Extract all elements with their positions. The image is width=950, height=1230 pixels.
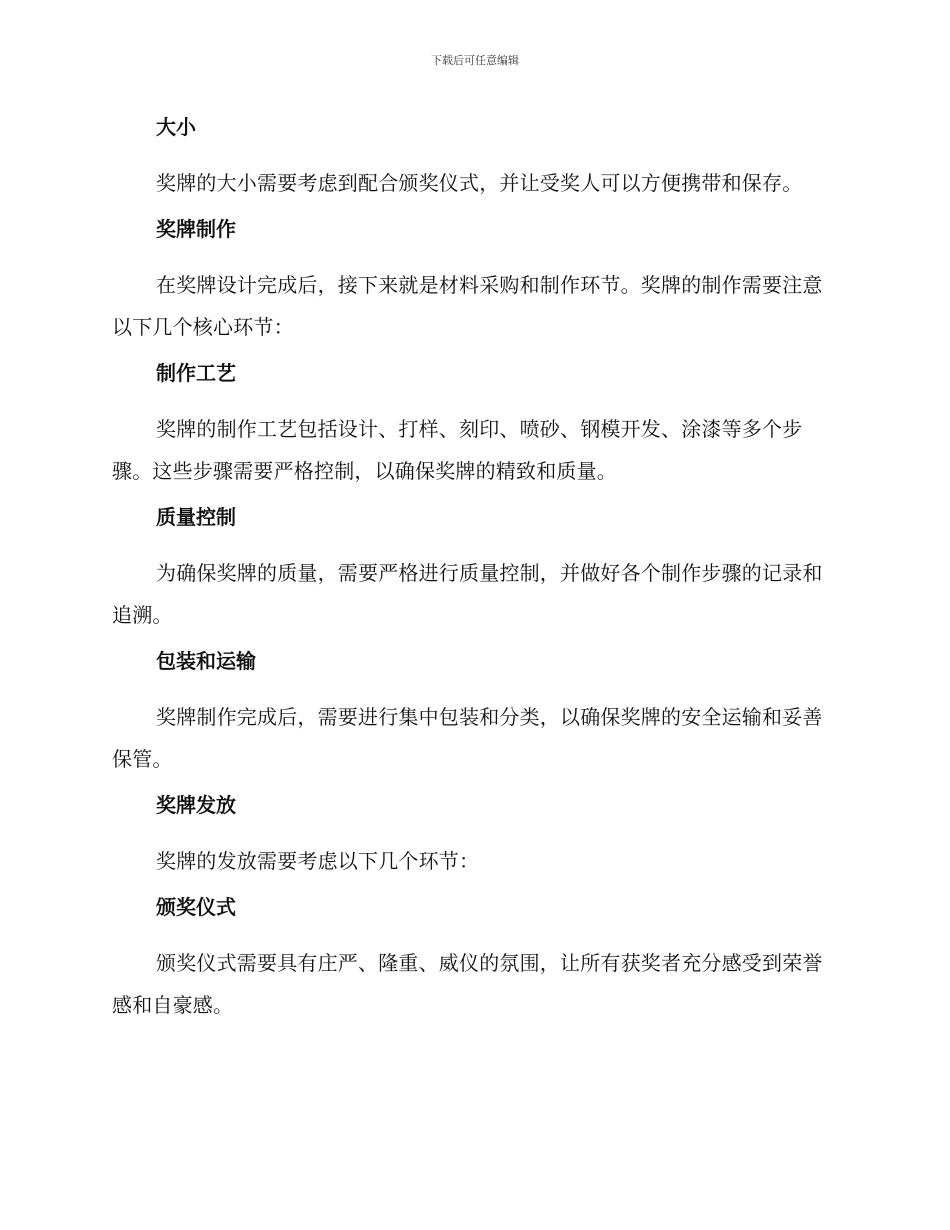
section-paragraph: 在奖牌设计完成后，接下来就是材料采购和制作环节。奖牌的制作需要注意以下几个核心环节：	[112, 273, 823, 339]
section-paragraph: 奖牌制作完成后，需要进行集中包装和分类，以确保奖牌的安全运输和妥善保管。	[112, 705, 823, 771]
section-heading: 奖牌发放	[156, 793, 236, 817]
section-heading: 质量控制	[156, 505, 236, 529]
section-heading: 奖牌制作	[156, 217, 236, 241]
page-header-note: 下载后可任意编辑	[431, 54, 519, 67]
section-paragraph: 为确保奖牌的质量，需要严格进行质量控制，并做好各个制作步骤的记录和追溯。	[112, 561, 823, 627]
section-paragraph: 奖牌的大小需要考虑到配合颁奖仪式，并让受奖人可以方便携带和保存。	[156, 171, 803, 195]
section-heading: 制作工艺	[156, 361, 236, 385]
section-heading: 大小	[156, 115, 196, 139]
section-heading: 颁奖仪式	[156, 895, 236, 919]
section-heading: 包装和运输	[156, 649, 256, 673]
section-paragraph: 奖牌的发放需要考虑以下几个环节：	[156, 849, 480, 873]
document-body	[112, 112, 832, 1026]
section-paragraph: 奖牌的制作工艺包括设计、打样、刻印、喷砂、钢模开发、涂漆等多个步骤。这些步骤需要严格控制，以确保奖牌的精致和质量。	[112, 417, 803, 483]
section-paragraph: 颁奖仪式需要具有庄严、隆重、威仪的氛围，让所有获奖者充分感受到荣誉感和自豪感。	[112, 951, 823, 1017]
